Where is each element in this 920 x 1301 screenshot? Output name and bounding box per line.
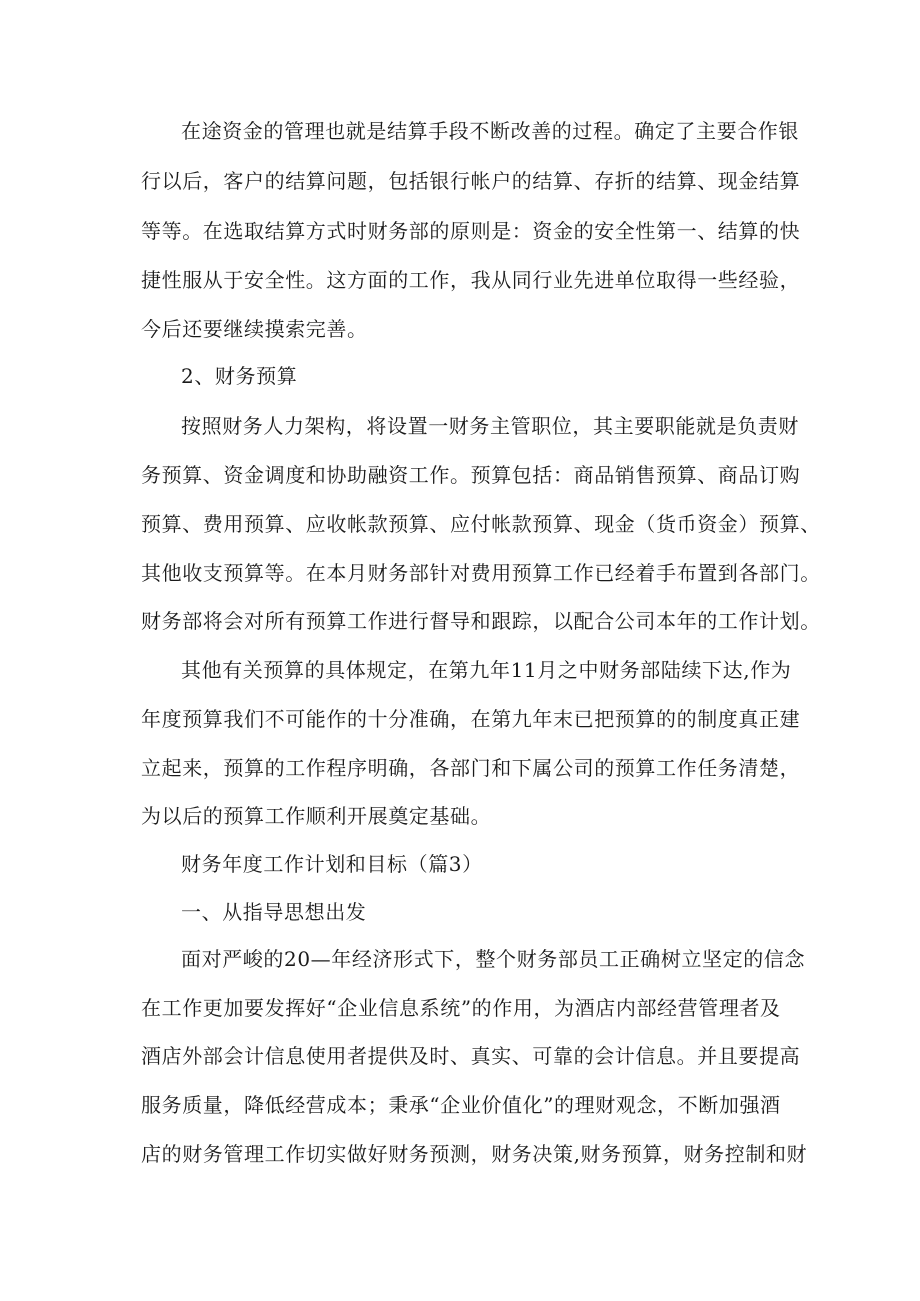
text-line: 酒店外部会计信息使用者提供及时、真实、可靠的会计信息。并且要提高 [141, 1044, 801, 1068]
text-line: 行以后，客户的结算问题，包括银行帐户的结算、存折的结算、现金结算 [141, 169, 801, 193]
text-line: 今后还要继续摸索完善。 [141, 317, 368, 341]
text-line: 按照财务人力架构，将设置一财务主管职位，其主要职能就是负责财 [181, 414, 799, 438]
text-line: 预算、费用预算、应收帐款预算、应付帐款预算、现金（货币资金）预算、 [141, 512, 821, 536]
text-line: 店的财务管理工作切实做好财务预测，财务决策,财务预算，财务控制和财 [141, 1142, 808, 1166]
text-line: 其他收支预算等。在本月财务部针对费用预算工作已经着手布置到各部门。 [141, 561, 821, 585]
text-line: 为以后的预算工作顺利开展奠定基础。 [141, 804, 492, 828]
section-heading: 一、从指导思想出发 [181, 900, 367, 924]
text-line: 其他有关预算的具体规定，在第九年11月之中财务部陆续下达,作为 [181, 658, 792, 682]
text-line: 面对严峻的20—年经济形式下，整个财务部员工正确树立坚定的信念 [181, 947, 806, 971]
text-line: 捷性服从于安全性。这方面的工作，我从同行业先进单位取得一些经验， [141, 268, 801, 292]
section-heading: 2、财务预算 [181, 364, 298, 388]
text-line: 务预算、资金调度和协助融资工作。预算包括：商品销售预算、商品订购 [141, 463, 801, 487]
text-line: 财务部将会对所有预算工作进行督导和跟踪，以配合公司本年的工作计划。 [141, 609, 821, 633]
text-line: 在途资金的管理也就是结算手段不断改善的过程。确定了主要合作银 [181, 119, 799, 143]
text-line: 立起来，预算的工作程序明确，各部门和下属公司的预算工作任务清楚， [141, 756, 801, 780]
text-line: 等等。在选取结算方式时财务部的原则是：资金的安全性第一、结算的快 [141, 219, 801, 243]
text-line: 服务质量，降低经营成本；秉承“企业价值化”的理财观念，不断加强酒 [141, 1093, 781, 1117]
text-line: 在工作更加要发挥好“企业信息系统”的作用，为酒店内部经营管理者及 [141, 996, 781, 1020]
text-line: 年度预算我们不可能作的十分准确，在第九年末已把预算的的制度真正建 [141, 707, 801, 731]
section-heading: 财务年度工作计划和目标（篇3） [181, 852, 483, 876]
